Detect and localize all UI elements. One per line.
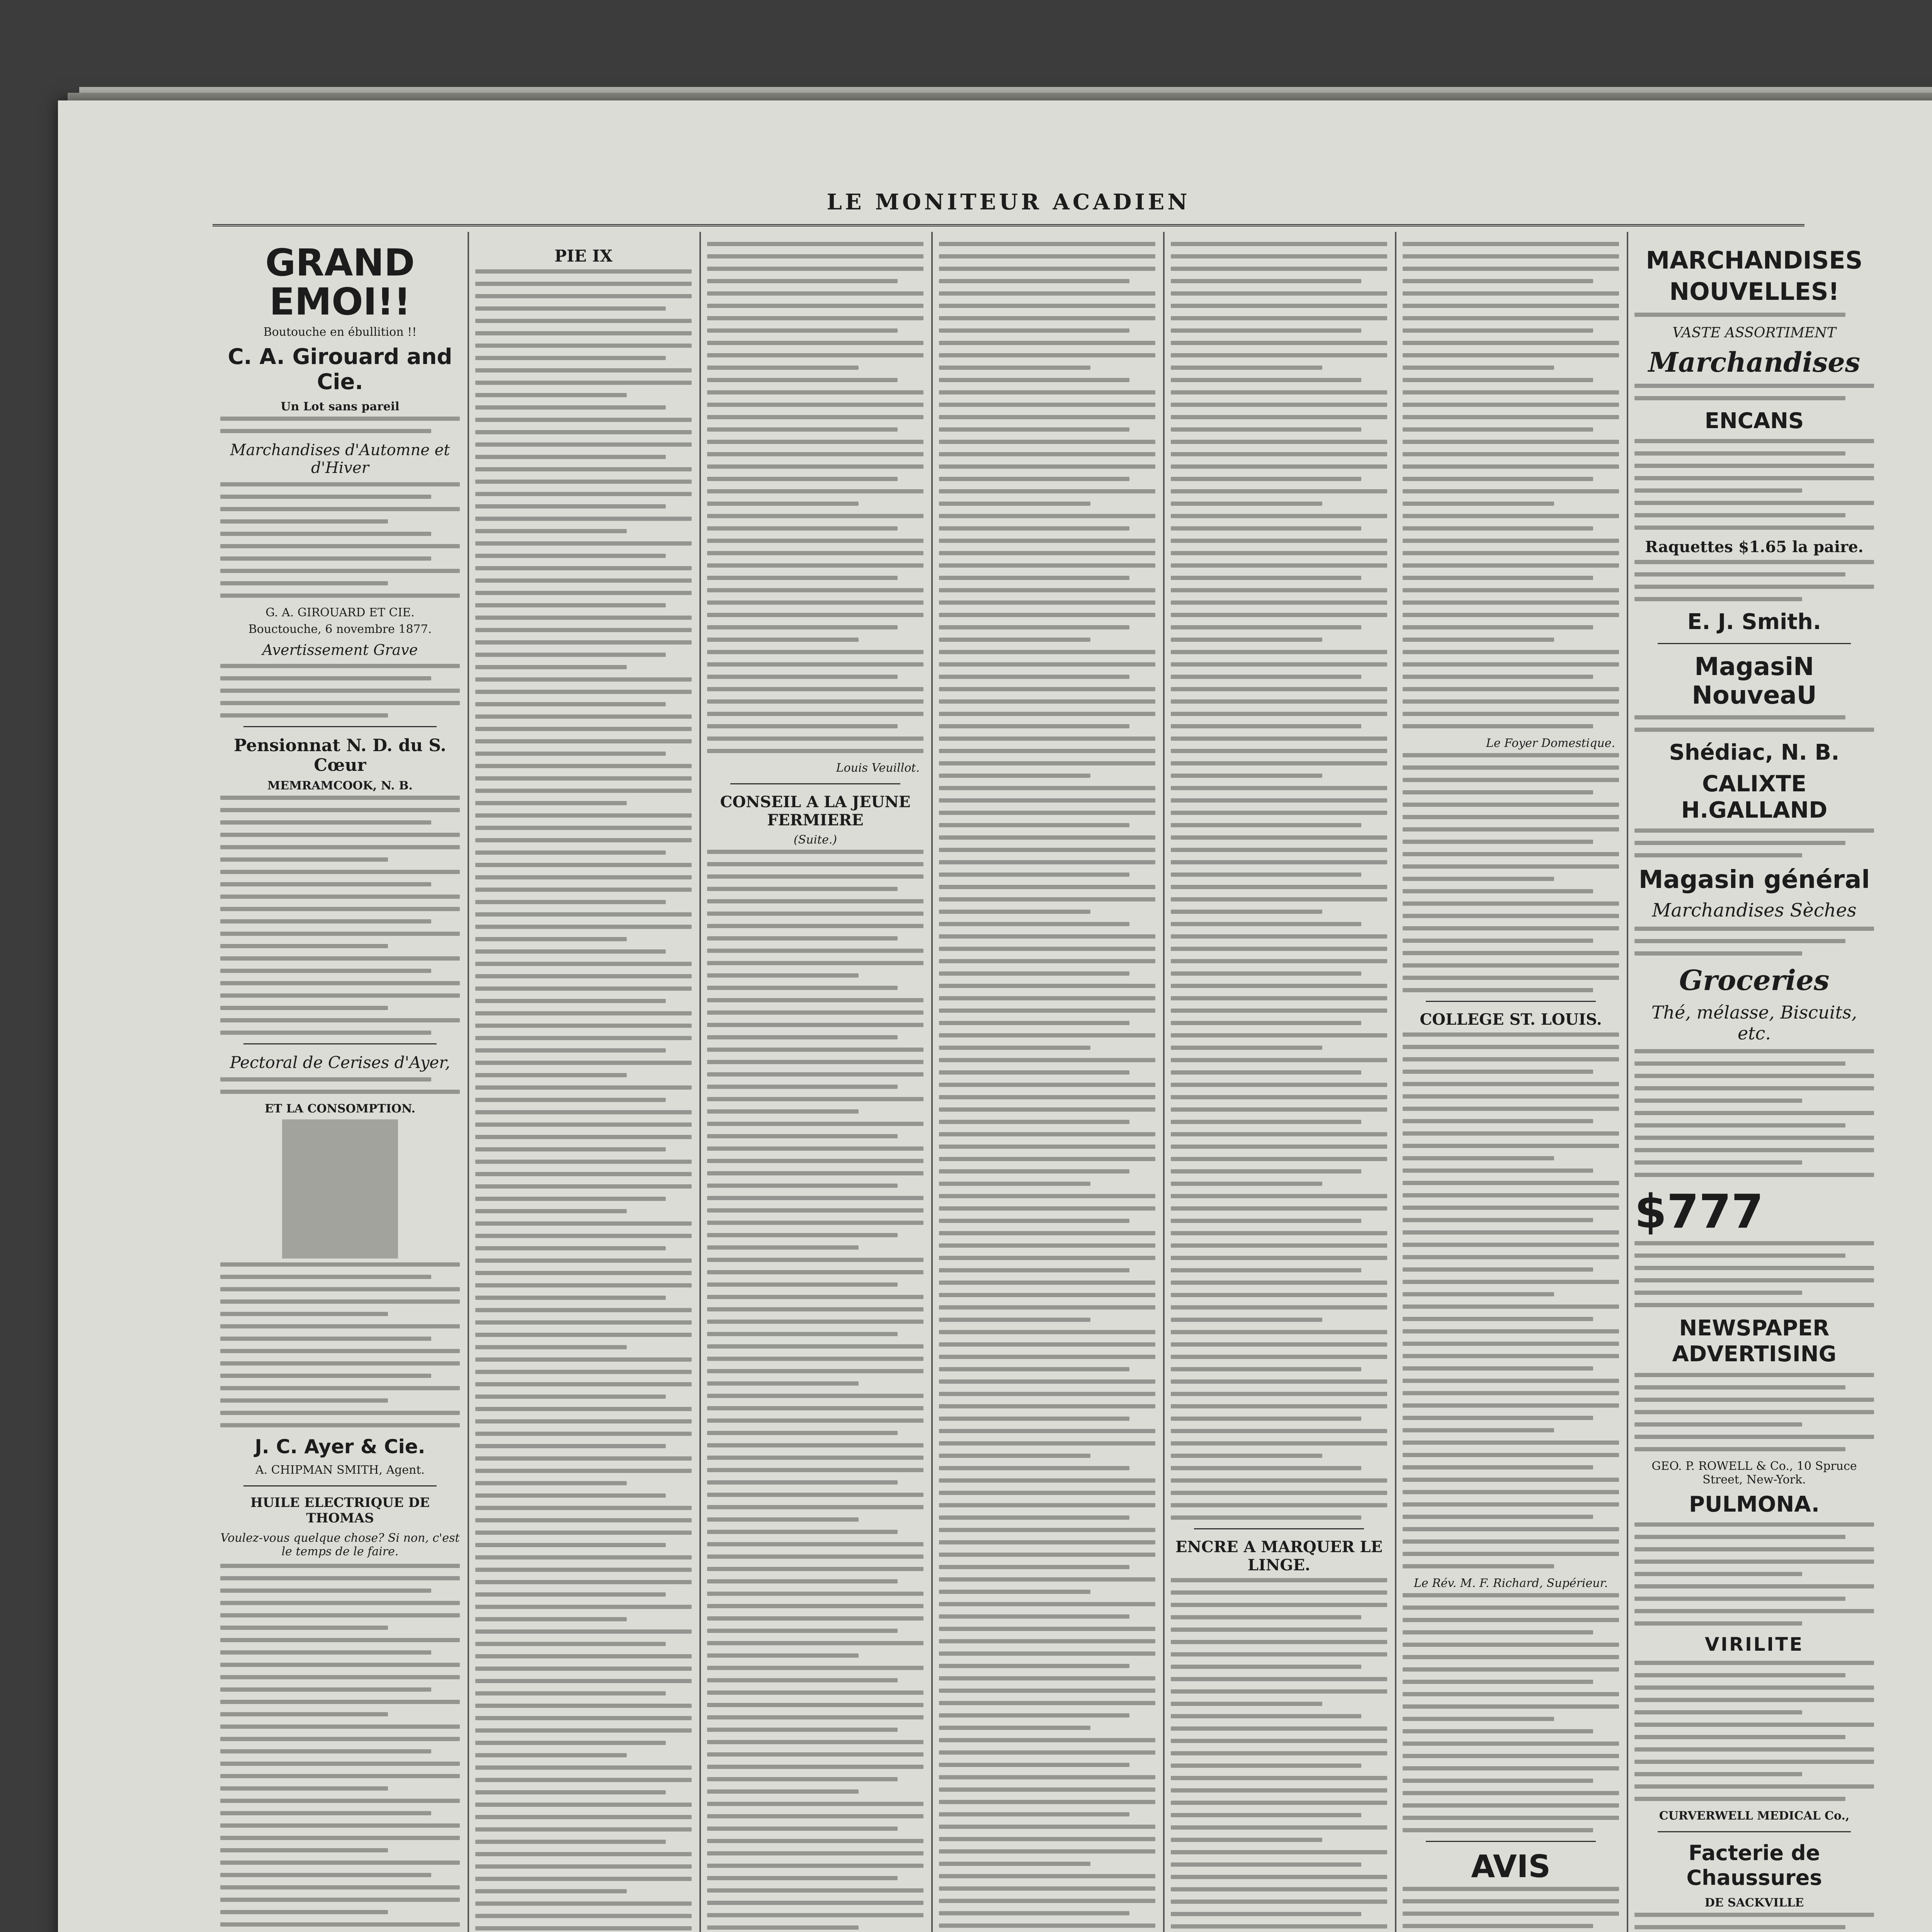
magasin-nouveau: MagasiN NouveaU	[1692, 653, 1817, 710]
column-rule	[468, 232, 469, 1932]
column-5-text-a	[1171, 242, 1387, 1520]
pie-ix-title: PIE IX	[554, 247, 613, 265]
marchandises-headline: MARCHANDISES NOUVELLES!	[1646, 246, 1863, 306]
magasin-general: Magasin général	[1638, 866, 1870, 895]
body-text	[1634, 313, 1874, 317]
column-rule	[1627, 232, 1628, 1932]
curverwell-sign: CURVERWELL MEDICAL Co.,	[1659, 1809, 1850, 1823]
masthead	[213, 182, 1804, 226]
body-text	[1634, 1373, 1874, 1451]
body-text	[220, 417, 460, 433]
encre-title: ENCRE A MARQUER LE LINGE.	[1175, 1538, 1383, 1574]
pensionnat-heading: Pensionnat N. D. du S. Cœur	[234, 735, 446, 775]
separator	[1658, 1831, 1851, 1832]
smith-sign: E. J. Smith.	[1687, 609, 1821, 635]
body-text	[220, 1262, 460, 1427]
huile-heading: HUILE ELECTRIQUE DE THOMAS	[250, 1495, 430, 1526]
voulez-text: Voulez-vous quelque chose? Si non, c'est le temps de le faire.	[220, 1531, 460, 1558]
the-melasse: Thé, mélasse, Biscuits, etc.	[1651, 1002, 1857, 1044]
body-text	[220, 1564, 460, 1932]
column-6-text-c	[1403, 1032, 1619, 1568]
goods-heading: Marchandises d'Automne et d'Hiver	[230, 441, 450, 477]
newspaper-page	[58, 100, 1932, 1932]
separator	[1194, 1528, 1364, 1529]
newspaper-advertising: NEWSPAPER ADVERTISING	[1672, 1316, 1837, 1367]
pensionnat-location: MEMRAMCOOK, N. B.	[267, 779, 413, 793]
conseil-suite: (Suite.)	[793, 833, 837, 847]
column-6-text-e	[1403, 1887, 1619, 1932]
column-6-text-d	[1403, 1593, 1619, 1832]
body-text	[1634, 560, 1874, 601]
marchandises-seches: Marchandises Sèches	[1652, 900, 1857, 922]
galland-heading: CALIXTE H.GALLAND	[1681, 770, 1828, 823]
avis-heading-1: AVIS	[1471, 1849, 1551, 1884]
ayer-sign: J. C. Ayer & Cie.	[255, 1435, 425, 1458]
sackville-sub: DE SACKVILLE	[1704, 1896, 1804, 1910]
separator	[1658, 643, 1851, 644]
separator	[730, 783, 900, 784]
masthead-title: LE MONITEUR ACADIEN	[827, 189, 1190, 215]
lot-text: Un Lot sans pareil	[281, 400, 400, 413]
separator	[243, 1485, 437, 1486]
college-title: COLLEGE ST. LOUIS.	[1420, 1010, 1602, 1029]
body-text	[1634, 715, 1874, 732]
column-2	[475, 240, 692, 1932]
column-6-text-b	[1403, 753, 1619, 992]
body-text	[220, 482, 460, 598]
separator	[243, 726, 437, 727]
pectoral-heading: Pectoral de Cerises d'Ayer,	[230, 1053, 451, 1072]
body-text	[220, 1077, 460, 1094]
separator	[243, 1043, 437, 1044]
column-2-text	[475, 269, 692, 1932]
column-3-text-a	[707, 242, 923, 753]
chipman-agent: A. CHIPMAN SMITH, Agent.	[255, 1463, 425, 1477]
foyer-sign: Le Foyer Domestique.	[1486, 736, 1615, 750]
body-text	[1634, 1522, 1874, 1626]
virilite-heading: VIRILITE	[1705, 1633, 1804, 1655]
column-4-text-a	[939, 242, 1155, 1932]
price-777: $777	[1634, 1185, 1764, 1239]
groceries-heading: Groceries	[1679, 964, 1830, 997]
rowell-sign: GEO. P. ROWELL & Co., 10 Spruce Street, New-York.	[1651, 1459, 1857, 1486]
girouard-sign: G. A. GIROUARD ET CIE.	[265, 605, 415, 619]
column-6-text-a	[1403, 242, 1619, 728]
shediac-heading: Shédiac, N. B.	[1669, 740, 1840, 765]
column-4	[939, 240, 1155, 1932]
pectoral-sub: ET LA CONSOMPTION.	[265, 1102, 415, 1116]
body-text	[1634, 1241, 1874, 1307]
column-5	[1171, 240, 1387, 1932]
girouard-firm: C. A. Girouard and Cie.	[228, 344, 452, 395]
column-6	[1403, 240, 1619, 1932]
column-rule	[1395, 232, 1396, 1932]
column-rule	[699, 232, 701, 1932]
marchandises-script: Marchandises	[1648, 346, 1861, 379]
girouard-date: Bouctouche, 6 novembre 1877.	[248, 622, 432, 636]
facterie-heading: Facterie de Chaussures	[1686, 1840, 1822, 1890]
body-text	[1634, 1049, 1874, 1177]
body-text	[1634, 384, 1874, 400]
body-text	[1634, 1913, 1874, 1932]
separator	[1426, 1001, 1596, 1002]
grand-emoi-headline: GRAND EMOI!!	[265, 241, 415, 323]
avertissement-heading: Avertissement Grave	[262, 641, 418, 658]
pectoral-illustration	[282, 1119, 398, 1259]
column-3	[707, 240, 923, 1932]
encans-heading: ENCANS	[1704, 408, 1804, 434]
column-7	[1634, 240, 1874, 1932]
body-text	[220, 664, 460, 718]
veuillot-sign: Louis Veuillot.	[836, 761, 920, 775]
college-sign: Le Rév. M. F. Richard, Supérieur.	[1413, 1577, 1608, 1590]
pulmona-heading: PULMONA.	[1689, 1492, 1820, 1517]
body-text	[1634, 1661, 1874, 1801]
body-text	[220, 796, 460, 1035]
column-1	[220, 240, 460, 1932]
headline-sub: Boutouche en ébullition !!	[263, 325, 417, 339]
column-rule	[931, 232, 933, 1932]
body-text	[1634, 927, 1874, 956]
vaste-assortiment: VASTE ASSORTIMENT	[1672, 325, 1836, 341]
body-text	[1634, 439, 1874, 530]
column-5-text-b	[1171, 1578, 1387, 1932]
raquettes-price: Raquettes $1.65 la paire.	[1645, 538, 1864, 556]
conseil-title: CONSEIL A LA JEUNE FERMIERE	[720, 793, 911, 829]
separator	[1426, 1841, 1596, 1842]
body-text	[1634, 828, 1874, 857]
column-rule	[1163, 232, 1165, 1932]
column-3-text-b	[707, 850, 923, 1932]
